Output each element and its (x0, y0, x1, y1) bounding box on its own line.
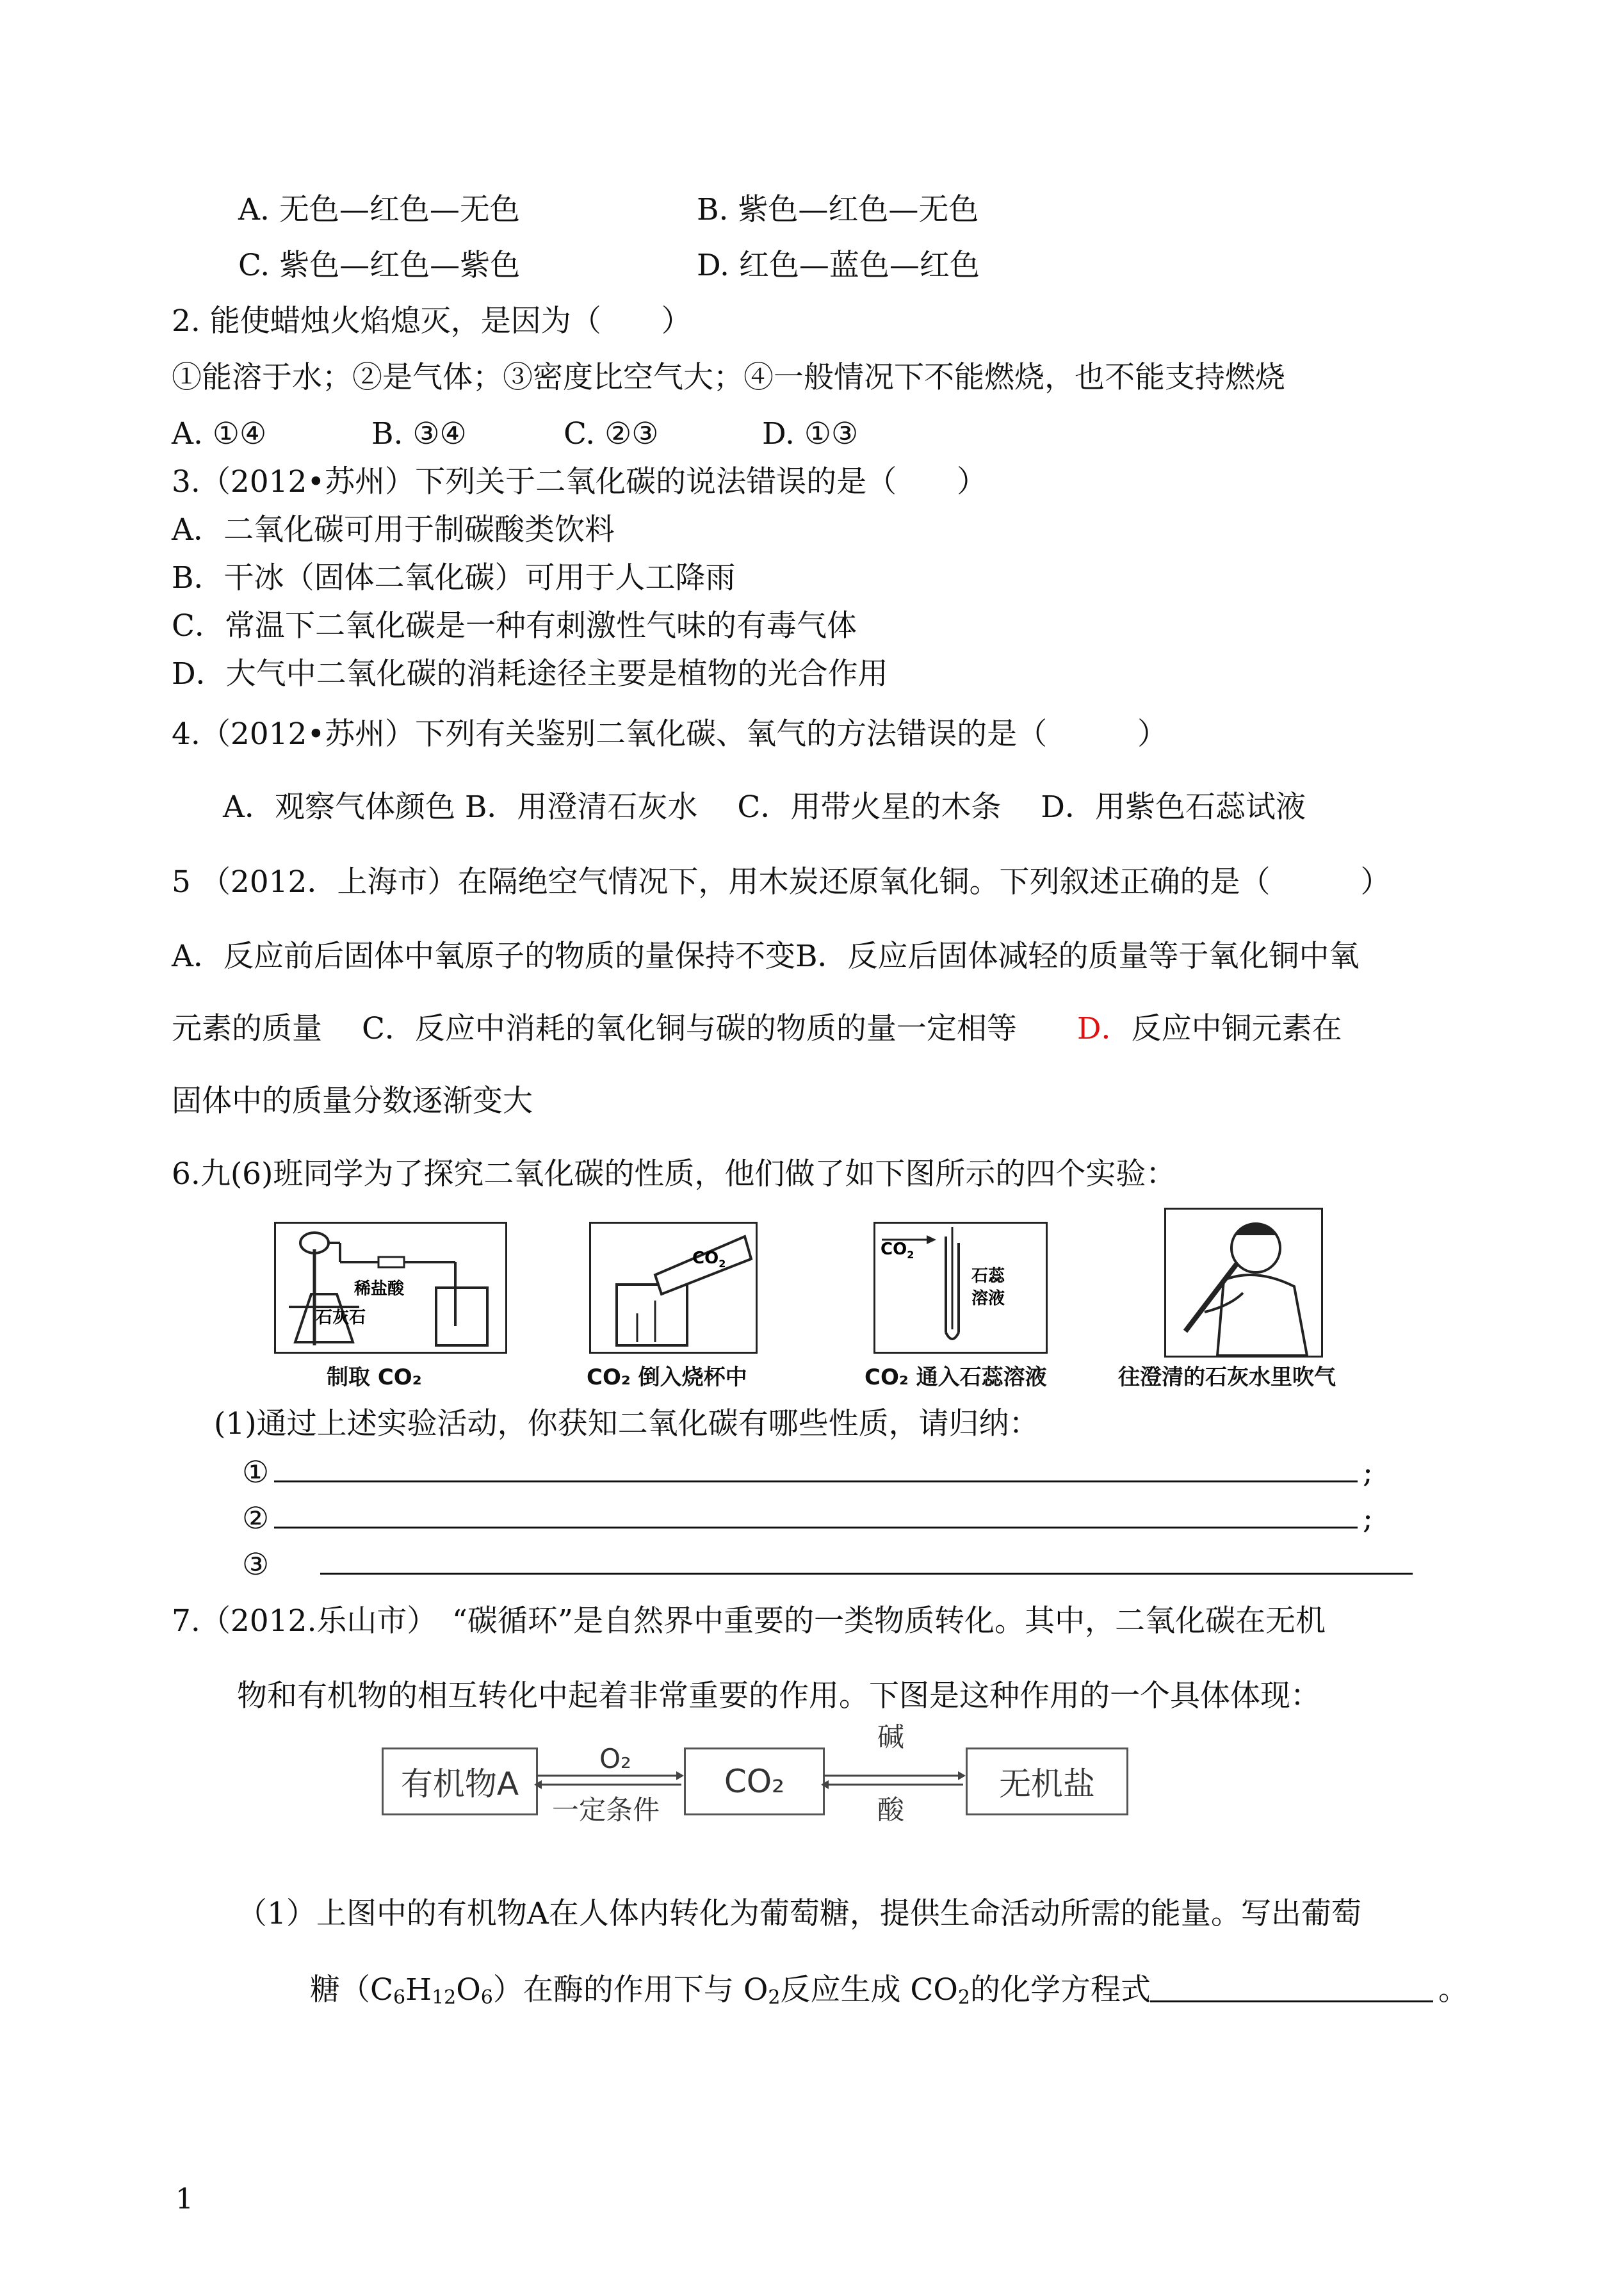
q5-line1: A．反应前后固体中氧原子的物质的量保持不变B．反应后固体减轻的质量等于氧化铜中氧 (172, 939, 1360, 974)
q6-stem: 6.九(6)班同学为了探究二氧化碳的性质，他们做了如下图所示的四个实验： (172, 1156, 1176, 1192)
q3-option-c: C．常温下二氧化碳是一种有刺激性气味的有毒气体 (172, 608, 857, 644)
q1-option-d: D. 红色—蓝色—红色 (697, 248, 980, 283)
co2-pour-apparatus (591, 1224, 756, 1352)
q4-options: A．观察气体颜色 B．用澄清石灰水 C．用带火星的木条 D．用紫色石蕊试液 (223, 790, 1306, 825)
q2-option-d: D. ①③ (762, 416, 859, 451)
answer-blank-3[interactable] (320, 1573, 1413, 1575)
label-litmus-1: 石蕊 (971, 1267, 1005, 1286)
q5-line2-post: 反应中铜元素在 (1131, 1011, 1342, 1046)
answer-blank-1[interactable] (274, 1480, 1358, 1482)
q1-option-c: C. 紫色—红色—紫色 (238, 248, 521, 283)
label-co2-litmus: $CO_2$ (881, 1240, 914, 1261)
q2-option-a: A. ①④ (172, 416, 267, 451)
q5-line2 (172, 1011, 1342, 1046)
semicolon-1: ; (1363, 1455, 1373, 1490)
co2-generation-apparatus (276, 1224, 505, 1352)
q7-sub-question-1-line2: 糖$(C_6H_{12}O_6)$在酶的作用下与 $O_2$反应生成 $CO_2$的化学方程式 (310, 1972, 1151, 2009)
q2-option-b: B. ③④ (371, 416, 467, 451)
q5-line3: 固体中的质量分数逐渐变大 (172, 1083, 533, 1119)
q3-option-d: D．大气中二氧化碳的消耗途径主要是植物的光合作用 (172, 656, 888, 692)
blank-mark-3: ③ (242, 1547, 270, 1582)
label-condition: 一定条件 (552, 1794, 660, 1826)
q2-stem: 2. 能使蜡烛火焰熄灭，是因为（ ） (172, 304, 692, 339)
figure-co2-litmus (873, 1222, 1048, 1354)
box-inorganic-salt: 无机盐 (966, 1748, 1128, 1815)
figure-co2-generation (274, 1222, 507, 1354)
q3-option-b: B．干冰（固体二氧化碳）可用于人工降雨 (172, 560, 736, 596)
figure-blowing (1164, 1208, 1323, 1358)
label-base: 碱 (877, 1721, 905, 1753)
co2-litmus-apparatus (875, 1224, 1046, 1352)
q6-sub-question-1: (1)通过上述实验活动，你获知二氧化碳有哪些性质，请归纳： (214, 1406, 1039, 1441)
caption-3: CO₂ 通入石蕊溶液 (865, 1365, 1047, 1390)
q2-option-c: C. ②③ (564, 416, 659, 451)
semicolon-2: ; (1363, 1501, 1373, 1536)
figure-co2-pour (589, 1222, 758, 1354)
label-acid: 酸 (877, 1794, 905, 1826)
q1-option-a: A. 无色—红色—无色 (238, 192, 520, 227)
blank-mark-1: ① (242, 1455, 270, 1490)
q5-stem: 5 （2012．上海市）在隔绝空气情况下，用木炭还原氧化铜。下列叙述正确的是（ ） (172, 864, 1391, 900)
label-litmus-2: 溶液 (971, 1289, 1005, 1308)
label-limestone: 石灰石 (316, 1308, 366, 1327)
label-o2: O₂ (599, 1743, 631, 1774)
caption-1: 制取 CO₂ (327, 1365, 422, 1390)
q7-stem-1: 7.（2012.乐山市） “碳循环”是自然界中重要的一类物质转化。其中，二氧化碳在无机 (172, 1603, 1326, 1639)
period: 。 (1438, 1972, 1468, 2007)
q4-stem: 4.（2012•苏州）下列有关鉴别二氧化碳、氧气的方法错误的是（ ） (172, 717, 1168, 752)
box-organic-a: 有机物A (382, 1748, 538, 1815)
q3-stem: 3.（2012•苏州）下列关于二氧化碳的说法错误的是（ ） (172, 464, 987, 499)
q3-option-a: A．二氧化碳可用于制碳酸类饮料 (172, 512, 615, 547)
blank-mark-2: ② (242, 1501, 270, 1536)
page-number: 1 (175, 2183, 193, 2216)
caption-2: CO₂ 倒入烧杯中 (587, 1365, 747, 1390)
q7-sub-question-1-line1: （1）上图中的有机物A在人体内转化为葡萄糖，提供生命活动所需的能量。写出葡萄 (237, 1896, 1361, 1931)
equation-answer-blank[interactable] (1150, 2000, 1433, 2002)
box-co2: CO₂ (684, 1748, 825, 1815)
caption-4: 往澄清的石灰水里吹气 (1118, 1365, 1336, 1390)
q5-line2-pre: 元素的质量 C．反应中消耗的氧化铜与碳的物质的量一定相等 (172, 1011, 1077, 1046)
q1-option-b: B. 紫色—红色—无色 (697, 192, 979, 227)
q2-facts: ①能溶于水；②是气体；③密度比空气大；④一般情况下不能燃烧，也不能支持燃烧 (172, 360, 1285, 395)
q5-answer-marker: D． (1076, 1011, 1132, 1046)
label-hcl: 稀盐酸 (354, 1279, 405, 1299)
label-co2-pour: $CO_2$ (692, 1249, 726, 1270)
boy-blowing-illustration (1166, 1210, 1321, 1356)
q7-stem-2: 物和有机物的相互转化中起着非常重要的作用。下图是这种作用的一个具体体现： (237, 1678, 1320, 1714)
answer-blank-2[interactable] (274, 1527, 1358, 1529)
